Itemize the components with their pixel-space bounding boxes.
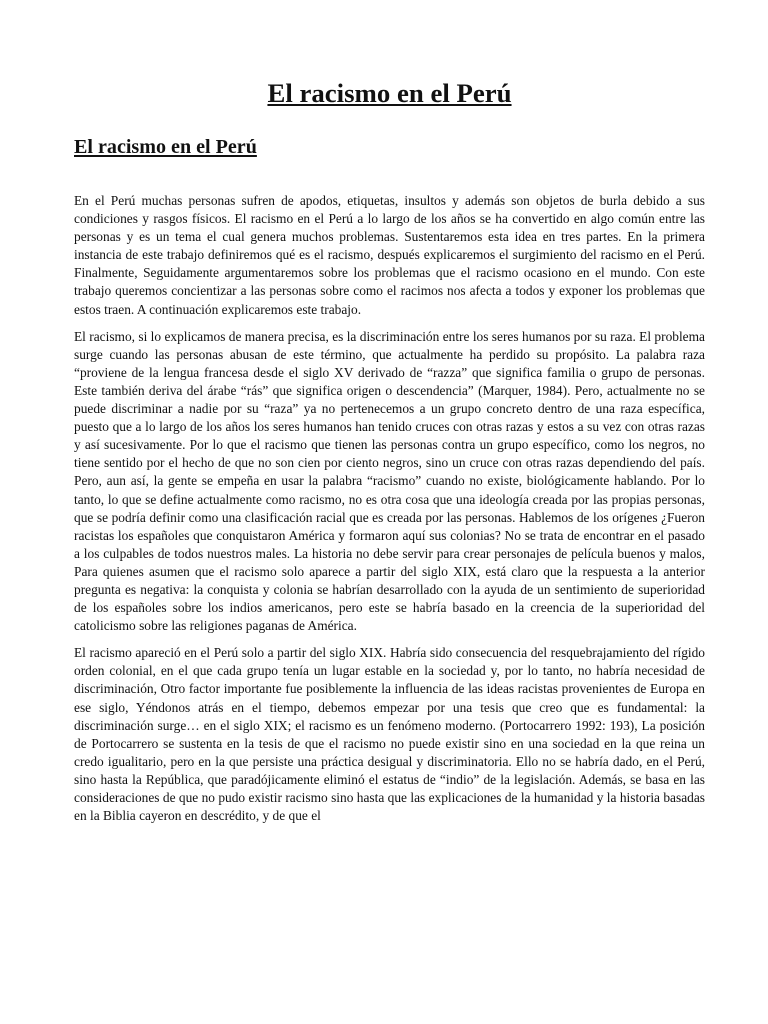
document-page <box>74 78 705 825</box>
paragraph-definition: El racismo, si lo explicamos de manera precisa, es la discriminación entre los seres humanos por su raza. El problema surge cuando las personas abusan de este término, que actualmente ha perdido su propósito. La palabra raza “proviene de la lengua francesa desde el siglo XV derivado de “razza” que significa familia o grupo de personas. Este también deriva del árabe “rás” que significa origen o descendencia” (Marquer, 1984). Pero, actualmente no se puede discriminar a nadie por su “raza” ya no pertenecemos a un grupo concreto dentro de una raza específica, puesto que a lo largo de los años los seres humanos han tenido cruces con otras razas y estos a su vez con otras razas y así sucesivamente. Por lo que el racismo que tienen las personas contra un grupo específico, como los negros, no tiene sentido por el hecho de que no son cien por ciento negros, sino un cruce con otras razas dependiendo del país. Pero, aun así, la gente se empeña en usar la palabra “racismo” cuando no existe, biológicamente hablando. Por lo tanto, lo que se define actualmente como racismo, no es otra cosa que una ideología creada por las propias personas, que se podría definir como una clasificación racial que es creada por las personas. Hablemos de los orígenes ¿Fueron racistas los españoles que conquistaron América y formaron aquí sus colonias? No se trata de encontrar en el pasado a los culpables de todos nuestros males. La historia no debe servir para crear personajes de película buenos y malos, Para quienes asumen que el racismo solo aparece a partir del siglo XIX, está claro que la respuesta a la anterior pregunta es negativa: la conquista y colonia se habrían desarrollado con la ayuda de un sentimiento de superioridad de los españoles sobre los indios americanos, pero este se habría basado en la creencia de la superioridad del catolicismo sobre las religiones paganas de América. <box>74 328 705 634</box>
document-title: El racismo en el Perú <box>267 78 512 108</box>
paragraph-history: El racismo apareció en el Perú solo a partir del siglo XIX. Habría sido consecuencia del resquebrajamiento del rígido orden colonial, en el que cada grupo tenía un lugar estable en la sociedad y, por lo tanto, no habría necesidad de discriminación, Otro factor importante fue posiblemente la influencia de las ideas racistas provenientes de Europa en ese siglo, Yéndonos atrás en el tiempo, debemos empezar por una tesis que creo que es fundamental: la discriminación surge… en el siglo XIX; el racismo es un fenómeno moderno. (Portocarrero 1992: 193), La posición de Portocarrero se sustenta en la tesis de que el racismo no puede existir sino en una sociedad en la que reina un credo igualitario, pero en la que persiste una práctica desigual y discriminatoria. Ello no se habría dado, en el Perú, sino hasta la República, que paradójicamente eliminó el estatus de “indio” de la legislación. Además, se basa en las consideraciones de que no pudo existir racismo sino hasta que las explicaciones de la humanidad y la historia basadas en la Biblia cayeron en descrédito, y de que el <box>74 645 705 824</box>
paragraph-introduction: En el Perú muchas personas sufren de apodos, etiquetas, insultos y además son objetos de burla debido a sus condiciones y rasgos físicos. El racismo en el Perú a lo largo de los años se ha convertido en algo común entre las personas y es un tema el cual genera muchos problemas. Sustentaremos esta idea en tres partes. En la primera instancia de este trabajo definiremos qué es el racismo, después explicaremos el surgimiento del racismo en el Perú. Finalmente, Seguidamente argumentaremos sobre los problemas que el racismo ocasiono en el mundo. Con este trabajo queremos concientizar a las personas sobre como el racimos nos afecta a todos y exponer los problemas que estos traen. A continuación explicaremos este trabajo. <box>74 193 705 317</box>
section-heading: El racismo en el Perú <box>74 136 257 158</box>
